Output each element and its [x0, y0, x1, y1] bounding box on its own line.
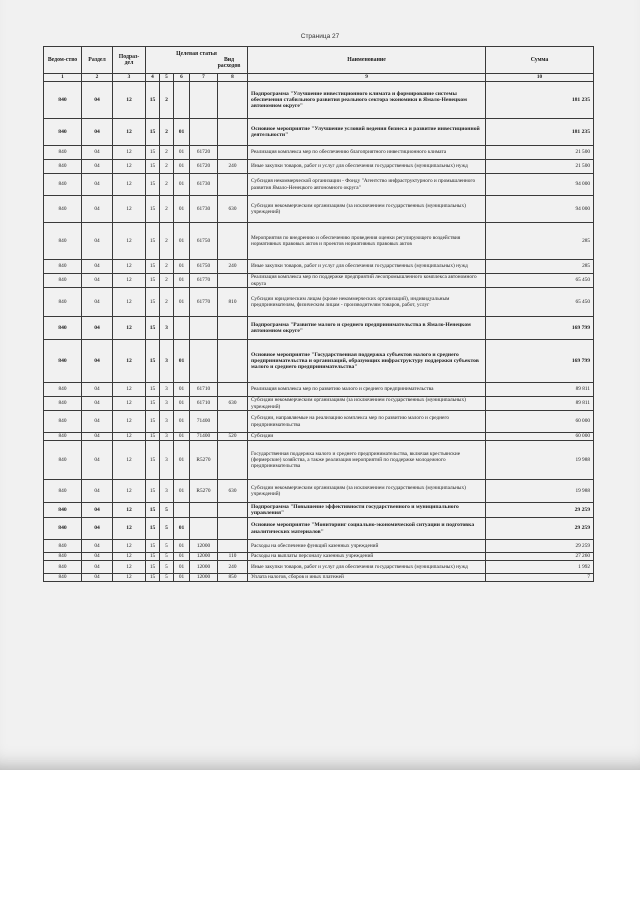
row-program: 15 [146, 480, 160, 503]
row-subprogram: 2 [160, 174, 174, 196]
row-name: Субсидии некоммерческим организациям (за исключением государственных (муниципальных) учреждений) [248, 480, 486, 503]
row-expense-type: 240 [218, 561, 248, 574]
row-podrazdel: 12 [113, 383, 146, 397]
row-expense-type [218, 146, 248, 160]
row-program: 15 [146, 574, 160, 582]
row-sum: 60 000 [486, 411, 594, 433]
table-row [44, 433, 594, 441]
row-ved: 840 [44, 561, 82, 574]
row-expense-type: 630 [218, 397, 248, 411]
row-direction: 61710 [190, 383, 218, 397]
row-podrazdel: 12 [113, 540, 146, 553]
row-podrazdel: 12 [113, 340, 146, 383]
row-program: 15 [146, 223, 160, 260]
row-expense-type: 630 [218, 480, 248, 503]
row-razdel: 04 [82, 561, 113, 574]
row-event [174, 317, 190, 340]
table-row [44, 223, 594, 260]
row-subprogram: 5 [160, 540, 174, 553]
row-program: 15 [146, 119, 160, 146]
row-name: Уплата налогов, сборов и иных платежей [248, 574, 486, 582]
row-sum: 169 799 [486, 317, 594, 340]
row-razdel: 04 [82, 411, 113, 433]
row-razdel: 04 [82, 317, 113, 340]
table-row [44, 503, 594, 518]
row-name: Основное мероприятие "Мониторинг социально-экономической ситуации и подготовка аналитических материалов" [248, 518, 486, 540]
row-program: 15 [146, 540, 160, 553]
row-ved: 840 [44, 553, 82, 561]
row-subprogram: 5 [160, 553, 174, 561]
row-event: 01 [174, 383, 190, 397]
row-event: 01 [174, 553, 190, 561]
header-podrazdel: Подраз-дел [113, 47, 146, 74]
header-row [44, 47, 594, 74]
row-expense-type: 520 [218, 433, 248, 441]
row-direction: R5270 [190, 441, 218, 480]
row-razdel: 04 [82, 574, 113, 582]
header-target-label: Целевая статья [176, 50, 217, 57]
row-sum: 29 259 [486, 518, 594, 540]
row-direction [190, 317, 218, 340]
row-expense-type: 240 [218, 160, 248, 174]
table-row [44, 574, 594, 582]
header-razdel: Раздел [82, 47, 113, 74]
row-expense-type [218, 441, 248, 480]
row-sum: 65 450 [486, 274, 594, 288]
table-row [44, 119, 594, 146]
row-expense-type [218, 518, 248, 540]
row-podrazdel: 12 [113, 518, 146, 540]
row-event: 01 [174, 288, 190, 317]
row-program: 15 [146, 274, 160, 288]
row-program: 15 [146, 288, 160, 317]
row-program: 15 [146, 317, 160, 340]
row-name: Реализация комплекса мер по поддержке предприятий лесопромышленного комплекса автономного округа [248, 274, 486, 288]
row-direction: 12000 [190, 553, 218, 561]
row-expense-type [218, 82, 248, 119]
table-row [44, 540, 594, 553]
row-subprogram: 3 [160, 441, 174, 480]
row-razdel: 04 [82, 223, 113, 260]
row-ved: 840 [44, 340, 82, 383]
table-row [44, 288, 594, 317]
row-direction: 61770 [190, 274, 218, 288]
row-podrazdel: 12 [113, 260, 146, 274]
row-subprogram: 2 [160, 260, 174, 274]
row-subprogram: 2 [160, 82, 174, 119]
row-name: Государственная поддержка малого и среднего предпринимательства, включая крестьянские (фермерские) хозяйства, а также реализация мероприятий по поддержке молодежного предпринимательства [248, 441, 486, 480]
row-podrazdel: 12 [113, 574, 146, 582]
row-direction [190, 518, 218, 540]
row-ved: 840 [44, 383, 82, 397]
row-direction: 61720 [190, 160, 218, 174]
colnum: 1 [44, 74, 82, 82]
row-program: 15 [146, 174, 160, 196]
row-subprogram: 5 [160, 503, 174, 518]
row-podrazdel: 12 [113, 480, 146, 503]
row-name: Иные закупки товаров, работ и услуг для обеспечения государственных (муниципальных) нужд [248, 160, 486, 174]
row-podrazdel: 12 [113, 196, 146, 223]
row-podrazdel: 12 [113, 160, 146, 174]
row-podrazdel: 12 [113, 288, 146, 317]
row-razdel: 04 [82, 340, 113, 383]
row-razdel: 04 [82, 433, 113, 441]
row-event: 01 [174, 540, 190, 553]
row-expense-type [218, 540, 248, 553]
row-event: 01 [174, 397, 190, 411]
row-expense-type: 630 [218, 196, 248, 223]
table-row [44, 561, 594, 574]
row-name: Подпрограмма "Развитие малого и среднего предпринимательства в Ямало-Ненецком автономном округе" [248, 317, 486, 340]
row-event [174, 82, 190, 119]
row-program: 15 [146, 160, 160, 174]
row-program: 15 [146, 503, 160, 518]
row-event: 01 [174, 561, 190, 574]
row-direction: 61710 [190, 397, 218, 411]
row-sum: 89 811 [486, 383, 594, 397]
row-subprogram: 5 [160, 518, 174, 540]
row-program: 15 [146, 146, 160, 160]
row-program: 15 [146, 433, 160, 441]
row-razdel: 04 [82, 174, 113, 196]
row-expense-type [218, 274, 248, 288]
row-program: 15 [146, 441, 160, 480]
colnum: 4 [146, 74, 160, 82]
row-name: Реализация комплекса мер по развитию малого и среднего предпринимательства [248, 383, 486, 397]
row-direction: R5270 [190, 480, 218, 503]
header-target-article [146, 47, 248, 74]
row-ved: 840 [44, 223, 82, 260]
row-direction: 71400 [190, 411, 218, 433]
row-event [174, 503, 190, 518]
row-direction [190, 119, 218, 146]
row-ved: 840 [44, 274, 82, 288]
row-ved: 840 [44, 82, 82, 119]
row-program: 15 [146, 260, 160, 274]
row-ved: 840 [44, 288, 82, 317]
row-subprogram: 3 [160, 317, 174, 340]
table-body [44, 82, 594, 582]
row-sum: 285 [486, 260, 594, 274]
table-row [44, 518, 594, 540]
table-row [44, 383, 594, 397]
row-program: 15 [146, 411, 160, 433]
row-event: 01 [174, 160, 190, 174]
row-direction: 61750 [190, 223, 218, 260]
row-ved: 840 [44, 503, 82, 518]
row-expense-type: 240 [218, 260, 248, 274]
row-direction: 12000 [190, 574, 218, 582]
row-name: Реализация комплекса мер по обеспечению благоприятного инвестиционного климата [248, 146, 486, 160]
header-name: Наименование [248, 47, 486, 74]
row-direction: 12000 [190, 561, 218, 574]
row-ved: 840 [44, 574, 82, 582]
table-row [44, 82, 594, 119]
row-event: 01 [174, 441, 190, 480]
row-podrazdel: 12 [113, 174, 146, 196]
row-ved: 840 [44, 433, 82, 441]
row-expense-type [218, 317, 248, 340]
row-podrazdel: 12 [113, 553, 146, 561]
row-name: Основное мероприятие "Государственная поддержка субъектов малого и среднего предпринимательства и организаций, образующих инфраструктуру поддержки субъектов малого и среднего предпринимательства" [248, 340, 486, 383]
row-podrazdel: 12 [113, 82, 146, 119]
row-razdel: 04 [82, 160, 113, 174]
row-ved: 840 [44, 196, 82, 223]
row-program: 15 [146, 82, 160, 119]
row-subprogram: 5 [160, 561, 174, 574]
row-event: 01 [174, 433, 190, 441]
table-row [44, 480, 594, 503]
row-sum: 169 799 [486, 340, 594, 383]
row-expense-type [218, 119, 248, 146]
row-sum: 181 235 [486, 119, 594, 146]
row-program: 15 [146, 518, 160, 540]
row-sum: 89 811 [486, 397, 594, 411]
row-razdel: 04 [82, 288, 113, 317]
colnum: 10 [486, 74, 594, 82]
row-razdel: 04 [82, 540, 113, 553]
row-ved: 840 [44, 480, 82, 503]
row-direction [190, 503, 218, 518]
row-podrazdel: 12 [113, 433, 146, 441]
row-subprogram: 3 [160, 480, 174, 503]
row-event: 01 [174, 574, 190, 582]
row-expense-type [218, 340, 248, 383]
row-expense-type [218, 223, 248, 260]
row-razdel: 04 [82, 518, 113, 540]
row-subprogram: 3 [160, 383, 174, 397]
row-ved: 840 [44, 411, 82, 433]
row-ved: 840 [44, 119, 82, 146]
colnum: 9 [248, 74, 486, 82]
row-razdel: 04 [82, 260, 113, 274]
row-event: 01 [174, 146, 190, 160]
column-numbers-row [44, 74, 594, 82]
colnum: 8 [218, 74, 248, 82]
row-razdel: 04 [82, 553, 113, 561]
row-ved: 840 [44, 260, 82, 274]
row-sum: 1 992 [486, 561, 594, 574]
colnum: 7 [190, 74, 218, 82]
row-expense-type [218, 383, 248, 397]
row-razdel: 04 [82, 503, 113, 518]
table-row [44, 260, 594, 274]
table-row [44, 411, 594, 433]
row-razdel: 04 [82, 383, 113, 397]
row-event: 01 [174, 274, 190, 288]
row-sum: 60 000 [486, 433, 594, 441]
row-razdel: 04 [82, 397, 113, 411]
row-ved: 840 [44, 441, 82, 480]
row-subprogram: 2 [160, 223, 174, 260]
row-event: 01 [174, 480, 190, 503]
table-row [44, 397, 594, 411]
row-subprogram: 3 [160, 340, 174, 383]
row-razdel: 04 [82, 480, 113, 503]
row-razdel: 04 [82, 441, 113, 480]
row-sum: 19 988 [486, 480, 594, 503]
row-sum: 19 988 [486, 441, 594, 480]
row-podrazdel: 12 [113, 411, 146, 433]
row-event: 01 [174, 174, 190, 196]
row-subprogram: 2 [160, 274, 174, 288]
row-ved: 840 [44, 160, 82, 174]
row-name: Субсидия некоммерческой организации - Фонду "Агентство инфраструктурного и промышленного развития Ямало-Ненецкого автономного округа" [248, 174, 486, 196]
table-row [44, 160, 594, 174]
row-sum: 7 [486, 574, 594, 582]
row-sum: 21 500 [486, 160, 594, 174]
row-name: Подпрограмма "Улучшение инвестиционного климата и формирование системы обеспечения стабильного развития реального сектора экономики в Ямало-Ненецком автономном округе" [248, 82, 486, 119]
row-sum: 29 259 [486, 503, 594, 518]
row-direction: 12000 [190, 540, 218, 553]
row-podrazdel: 12 [113, 441, 146, 480]
row-name: Расходы на обеспечение функций казенных учреждений [248, 540, 486, 553]
row-expense-type: 810 [218, 288, 248, 317]
row-sum: 65 450 [486, 288, 594, 317]
row-event: 01 [174, 260, 190, 274]
row-podrazdel: 12 [113, 503, 146, 518]
page-number: Страница 27 [300, 33, 340, 40]
header-sum: Сумма [486, 47, 594, 74]
row-expense-type [218, 503, 248, 518]
row-name: Субсидии [248, 433, 486, 441]
row-ved: 840 [44, 397, 82, 411]
row-sum: 285 [486, 223, 594, 260]
colnum: 2 [82, 74, 113, 82]
row-ved: 840 [44, 174, 82, 196]
row-expense-type: 850 [218, 574, 248, 582]
row-event: 01 [174, 196, 190, 223]
row-name: Основное мероприятие "Улучшение условий ведения бизнеса и развитие инвестиционной деятельности" [248, 119, 486, 146]
row-sum: 94 000 [486, 196, 594, 223]
row-razdel: 04 [82, 146, 113, 160]
row-name: Иные закупки товаров, работ и услуг для обеспечения государственных (муниципальных) нужд [248, 561, 486, 574]
row-podrazdel: 12 [113, 223, 146, 260]
row-podrazdel: 12 [113, 274, 146, 288]
row-direction: 61730 [190, 174, 218, 196]
row-razdel: 04 [82, 196, 113, 223]
row-subprogram: 2 [160, 119, 174, 146]
row-ved: 840 [44, 540, 82, 553]
row-event: 01 [174, 340, 190, 383]
row-event: 01 [174, 518, 190, 540]
row-direction: 61770 [190, 288, 218, 317]
colnum: 5 [160, 74, 174, 82]
row-podrazdel: 12 [113, 119, 146, 146]
row-subprogram: 3 [160, 397, 174, 411]
row-razdel: 04 [82, 119, 113, 146]
row-event: 01 [174, 119, 190, 146]
row-program: 15 [146, 196, 160, 223]
row-expense-type: 110 [218, 553, 248, 561]
row-expense-type [218, 411, 248, 433]
row-subprogram: 5 [160, 574, 174, 582]
row-direction [190, 82, 218, 119]
row-subprogram: 3 [160, 433, 174, 441]
row-program: 15 [146, 397, 160, 411]
table-row [44, 196, 594, 223]
row-name: Субсидии, направляемые на реализацию комплекса мер по развитию малого и среднего предпринимательства [248, 411, 486, 433]
row-podrazdel: 12 [113, 146, 146, 160]
row-program: 15 [146, 553, 160, 561]
row-direction: 61730 [190, 196, 218, 223]
colnum: 3 [113, 74, 146, 82]
row-program: 15 [146, 561, 160, 574]
row-event: 01 [174, 223, 190, 260]
row-sum: 181 235 [486, 82, 594, 119]
row-sum: 29 259 [486, 540, 594, 553]
row-name: Расходы на выплаты персоналу казенных учреждений [248, 553, 486, 561]
row-program: 15 [146, 340, 160, 383]
table-row [44, 174, 594, 196]
row-subprogram: 2 [160, 146, 174, 160]
row-ved: 840 [44, 518, 82, 540]
row-program: 15 [146, 383, 160, 397]
colnum: 6 [174, 74, 190, 82]
row-subprogram: 2 [160, 196, 174, 223]
row-razdel: 04 [82, 82, 113, 119]
row-name: Мероприятия по внедрению и обеспечению проведения оценки регулирующего воздействия нормативных правовых актов и проектов нормативных правовых актов [248, 223, 486, 260]
row-ved: 840 [44, 146, 82, 160]
row-ved: 840 [44, 317, 82, 340]
row-direction [190, 340, 218, 383]
row-sum: 27 260 [486, 553, 594, 561]
row-direction: 61720 [190, 146, 218, 160]
row-razdel: 04 [82, 274, 113, 288]
table-row [44, 274, 594, 288]
row-podrazdel: 12 [113, 561, 146, 574]
row-name: Субсидии юридическим лицам (кроме некоммерческих организаций), индивидуальным предпринимателям, физическим лицам - производителям товаров, работ, услуг [248, 288, 486, 317]
row-name: Подпрограмма "Повышение эффективности государственного и муниципального управления" [248, 503, 486, 518]
row-subprogram: 2 [160, 288, 174, 317]
row-podrazdel: 12 [113, 397, 146, 411]
table-row [44, 340, 594, 383]
row-name: Субсидии некоммерческим организациям (за исключением государственных (муниципальных) учреждений) [248, 397, 486, 411]
row-sum: 94 000 [486, 174, 594, 196]
row-subprogram: 3 [160, 411, 174, 433]
row-podrazdel: 12 [113, 317, 146, 340]
row-event: 01 [174, 411, 190, 433]
row-expense-type [218, 174, 248, 196]
budget-table [43, 46, 594, 582]
table-row [44, 317, 594, 340]
row-direction: 61750 [190, 260, 218, 274]
header-vid: Вид расходов [217, 56, 241, 70]
row-name: Иные закупки товаров, работ и услуг для обеспечения государственных (муниципальных) нужд [248, 260, 486, 274]
table-row [44, 146, 594, 160]
row-sum: 21 500 [486, 146, 594, 160]
header-ved: Ведом-ство [44, 47, 82, 74]
row-name: Субсидии некоммерческим организациям (за исключением государственных (муниципальных) учреждений) [248, 196, 486, 223]
table-row [44, 553, 594, 561]
table-row [44, 441, 594, 480]
row-direction: 71400 [190, 433, 218, 441]
row-subprogram: 2 [160, 160, 174, 174]
